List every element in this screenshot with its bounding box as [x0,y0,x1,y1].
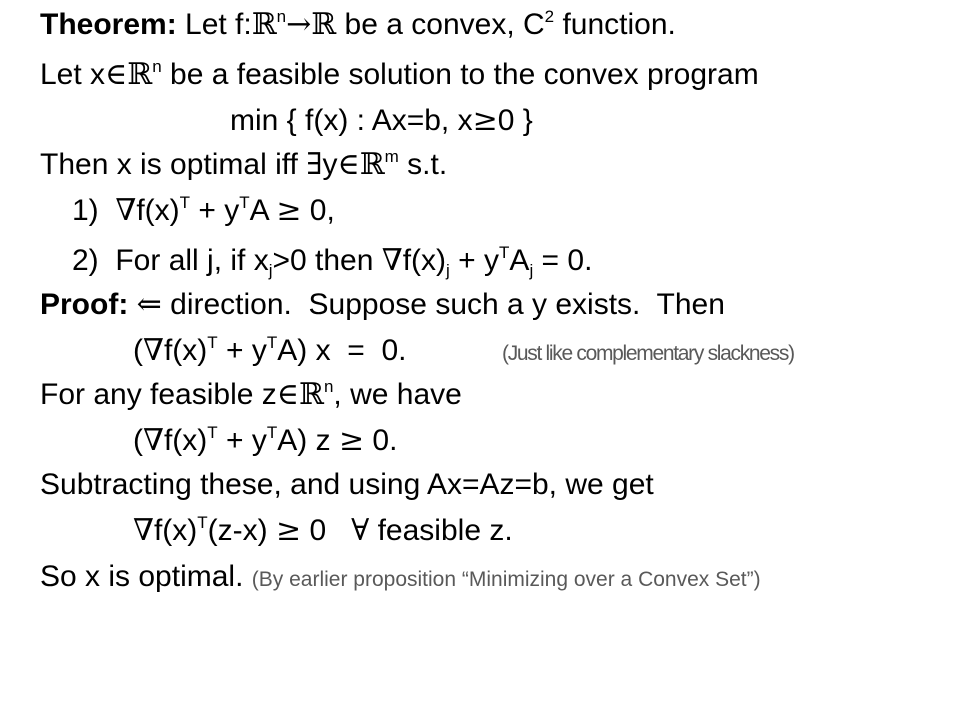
conclusion-note: (By earlier proposition “Minimizing over a Convex Set”) [251,568,761,591]
theorem-label: Theorem: [40,8,177,41]
condition-2-number: 2) [72,244,99,277]
proof-label: Proof: [40,288,129,321]
condition-1-number: 1) [72,194,99,227]
complementary-slackness-note: (Just like complementary slackness) [502,342,794,365]
condition-2: 2) For all j, if $x_j>0$ then $\nabla f(x)_j + y^TA_j = 0$. [72,243,593,280]
optimality-line: Then x is optimal iff ∃y∈ℝ$^m$ s.t. [40,147,448,182]
equation-1: $(\nabla f(x)^T + y^TA) x = 0$. [133,333,407,368]
theorem-statement: Theorem: Let f:ℝ$^n$→ℝ be a convex, $C^2$ function. [40,7,676,42]
equation-3: $\nabla f(x)^T(z-x) \ge 0$ ∀ feasible z. [133,513,513,548]
equation-2: $(\nabla f(x)^T + y^TA) z \ge 0$. [133,423,398,458]
proof-intro: Proof: ⇐ direction. Suppose such a y exists. Then [40,287,725,322]
convex-program: min { f(x) : Ax=b, x≥0 } [230,103,533,138]
conclusion-text: So x is optimal. [40,560,244,593]
conclusion [40,560,761,597]
subtracting-line: Subtracting these, and using Ax=Az=b, we get [40,468,654,501]
theorem-feasible-line: Let x∈ℝ$^n$ be a feasible solution to the convex program [40,57,759,92]
feasible-z-line: For any feasible z∈ℝ$^n$, we have [40,377,462,412]
condition-1: 1) $\nabla f(x)^T + y^TA \ge 0$, [72,193,335,228]
